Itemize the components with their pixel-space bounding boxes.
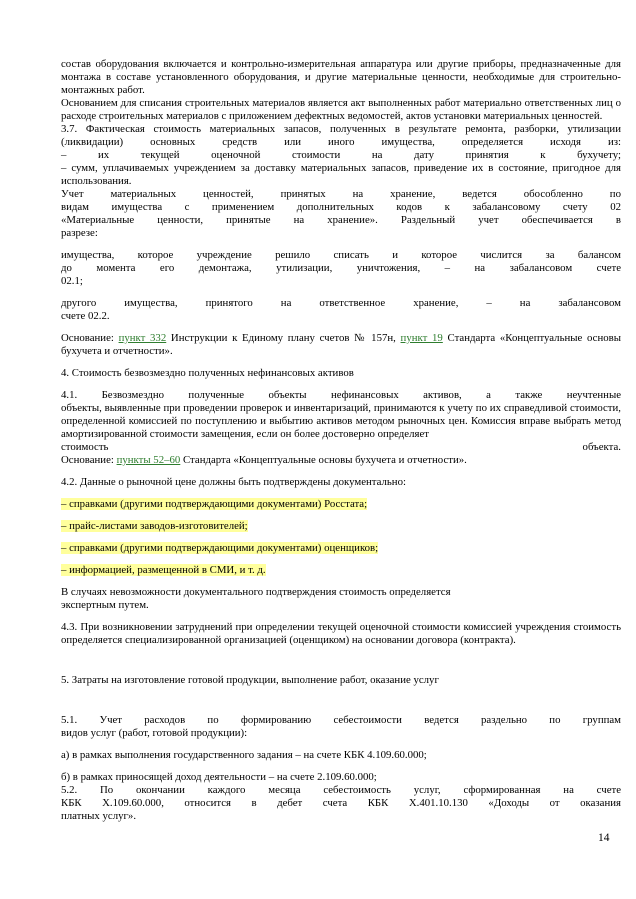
page-number: 14 xyxy=(598,832,610,844)
basis-text: Стандарта «Концептуальные основы бухучета и отчетности». xyxy=(180,454,467,466)
paragraph-line: разрезе: xyxy=(61,227,98,239)
paragraph-line: – сумм, уплачиваемых учреждением за доставку материальных запасов, приведение их в состояние, пригодное для использования. xyxy=(61,162,621,187)
paragraph-line: другого имущества, принятого на ответственное хранение, – на забалансовом xyxy=(61,297,621,309)
paragraph: Основанием для списания строительных материалов является акт выполненных работ материально ответственных лиц о расходе строительных материалов с приложением дефектных ведомостей, актов установки материальных ценностей. xyxy=(61,97,621,122)
basis-paragraph xyxy=(61,332,621,358)
word: стоимость xyxy=(61,441,109,453)
paragraph-line: (ликвидации) основных средств или иного имущества, определяется исходя из: xyxy=(61,136,621,148)
highlighted-text: – справками (другими подтверждающими документами) оценщиков; xyxy=(61,542,379,554)
paragraph-line: видов услуг (работ, готовой продукции): xyxy=(61,727,248,739)
word: объекта. xyxy=(582,441,621,453)
list-item xyxy=(61,520,621,533)
paragraph-line: «Материальные ценности, принятые на хранение». Раздельный учет обеспечивается в xyxy=(61,214,621,226)
paragraph-line: имущества, которое учреждение решило списать и которое числится за балансом xyxy=(61,249,621,261)
section-heading: 5. Затраты на изготовление готовой продукции, выполнение работ, оказание услуг xyxy=(61,674,439,686)
paragraph-line: 5.2. По окончании каждого месяца себестоимость услуг, сформированная на счете xyxy=(61,784,621,796)
highlighted-text: – справками (другими подтверждающими документами) Росстата; xyxy=(61,498,368,510)
link-punkty-52-60[interactable]: пункты 52–60 xyxy=(116,454,181,466)
paragraph-line: экспертным путем. xyxy=(61,599,149,611)
paragraph-line: 4.1. Безвозмездно полученные объекты нефинансовых активов, а также неучтенные xyxy=(61,389,621,401)
paragraph-line: видам имущества с применением дополнительных кодов к забалансовому счету 02 xyxy=(61,201,621,213)
paragraph-line: 3.7. Фактическая стоимость материальных запасов, полученных в результате ремонта, разборки, утилизации xyxy=(61,123,621,135)
paragraph-line: Учет материальных ценностей, принятых на хранение, ведется обособленно по xyxy=(61,188,621,200)
list-item xyxy=(61,542,621,555)
paragraph: б) в рамках приносящей доход деятельности – на счете 2.109.60.000; xyxy=(61,771,377,783)
list-item xyxy=(61,498,621,511)
paragraph-line: счете 02.2. xyxy=(61,310,110,322)
paragraph-line: – их текущей оценочной стоимости на дату принятия к бухучету; xyxy=(61,149,621,161)
paragraph-line: КБК Х.109.60.000, относится в дебет счета КБК Х.401.10.130 «Доходы от оказания xyxy=(61,797,621,809)
paragraph-line: 5.1. Учет расходов по формированию себестоимости ведется раздельно по группам xyxy=(61,714,621,726)
link-punkt-332[interactable]: пункт 332 xyxy=(118,332,167,344)
paragraph-line: до момента его демонтажа, утилизации, уничтожения, – на забалансовом счете xyxy=(61,262,621,274)
paragraph-line: платных услуг». xyxy=(61,810,137,822)
highlighted-text: – прайс-листами заводов-изготовителей; xyxy=(61,520,248,532)
basis-label: Основание: xyxy=(61,454,117,466)
section-heading: 4. Стоимость безвозмездно полученных нефинансовых активов xyxy=(61,367,354,379)
link-punkt-19[interactable]: пункт 19 xyxy=(400,332,443,344)
basis-label: Основание: xyxy=(61,332,119,344)
basis-paragraph xyxy=(61,454,621,467)
paragraph: состав оборудования включается и контрольно-измерительная аппаратура или другие приборы, предназначенные для монтажа в составе установленного оборудования, и другие материальные ценности, необходимые для строительно-монтажных работ. xyxy=(61,58,621,96)
list-item xyxy=(61,564,621,577)
paragraph: а) в рамках выполнения государственного задания – на счете КБК 4.109.60.000; xyxy=(61,749,427,761)
paragraph-line: 02.1; xyxy=(61,275,83,287)
paragraph-line xyxy=(61,441,621,454)
paragraph: 4.2. Данные о рыночной цене должны быть подтверждены документально: xyxy=(61,476,406,488)
paragraph-line: В случаях невозможности документального подтверждения стоимость определяется xyxy=(61,586,451,598)
paragraph: объекты, выявленные при проведении проверок и инвентаризаций, принимаются к учету по их справедливой стоимости, определенной комиссией по поступлению и выбытию активов методом рыночных цен. Комиссия вправе выбрать метод амортизированной стоимости замещения, если он более достоверно определяет xyxy=(61,402,621,440)
basis-text: Стандарта «Концептуальные основы бухучета и отчетности». xyxy=(61,332,622,357)
basis-text: Инструкции к Единому плану счетов № 157н, xyxy=(166,332,401,344)
paragraph: 4.3. При возникновении затруднений при определении текущей оценочной стоимости комиссией учреждения стоимость определяется специализированной организацией (оценщиком) на основании договора (контракта). xyxy=(61,621,621,646)
document-body xyxy=(61,58,621,823)
highlighted-text: – информацией, размещенной в СМИ, и т. д. xyxy=(61,564,266,576)
